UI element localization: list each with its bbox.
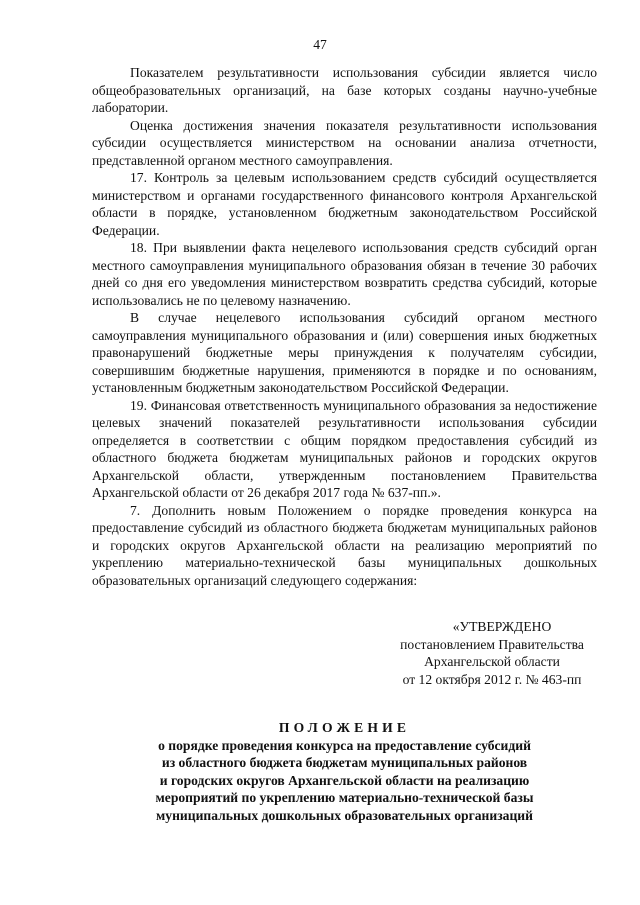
paragraph-indicator: Показателем результативности использования субсидии является число общеобразовательных организаций, на базе которых созданы научно-учебные лаборатории.: [92, 65, 597, 115]
paragraph-18-misuse: 18. При выявлении факта нецелевого использования средств субсидий орган местного самоуправления муниципального образования обязан в течение 30 рабочих дней со дня его уведомления министерством возвратить средства субсидий, которые использовались не по целевому назначению.: [92, 240, 597, 308]
regulation-title: [92, 719, 597, 824]
regulation-subtitle-line: о порядке проведения конкурса на предоставление субсидий: [158, 737, 531, 753]
regulation-subtitle-line: мероприятий по укреплению материально-технической базы: [155, 790, 534, 805]
document-body: [92, 64, 597, 589]
page-number: 47: [313, 37, 327, 52]
paragraph-17-control: 17. Контроль за целевым использованием средств субсидий осуществляется министерством и органами государственного финансового контроля Архангельской области в порядке, установленном бюджетным законодательством Российской Федерации.: [92, 170, 597, 238]
approval-line-resolution: постановлением Правительства: [400, 636, 584, 652]
paragraph-7-addition: 7. Дополнить новым Положением о порядке проведения конкурса на предоставление субсидий из областного бюджета бюджетам муниципальных районов и городских округов Архангельской области на реализацию мероприятий по укреплению материально-технической базы муниципальных дошкольных образовательных организаций следующего содержания:: [92, 502, 597, 588]
approval-line-date: от 12 октября 2012 г. № 463-пп: [402, 671, 582, 687]
regulation-subtitle-line: из областного бюджета бюджетам муниципальных районов: [161, 755, 528, 770]
paragraph-misuse-measures: В случае нецелевого использования субсидий органом местного самоуправления муниципального образования и (или) совершения иных бюджетных правонарушений бюджетные меры принуждения к получателям субсидии, совершившим бюджетные нарушения, применяются в порядке и по основаниям, установленным бюджетным законодательством Российской Федерации.: [92, 310, 597, 395]
approval-stamp: [370, 618, 614, 688]
regulation-heading: ПОЛОЖЕНИЕ: [278, 720, 411, 735]
paragraph-assessment: Оценка достижения значения показателя результативности использования субсидии осуществляется министерством на основании анализа отчетности, представленной органом местного самоуправления.: [92, 117, 597, 168]
regulation-subtitle-line: и городских округов Архангельской области на реализацию: [159, 772, 530, 788]
approval-line-region: Архангельской области: [424, 654, 560, 669]
paragraph-19-responsibility: 19. Финансовая ответственность муниципального образования за недостижение целевых значений показателей результативности использования субсидии определяется в соответствии с общим порядком предоставления субсидий из областного бюджета бюджетам муниципальных районов и городских округов Архангельской области, утвержденным постановлением Правительства Архангельской области от 26 декабря 2017 года № 637-пп.».: [92, 397, 597, 500]
approval-line-approved: «УТВЕРЖДЕНО: [452, 619, 552, 634]
regulation-subtitle-line: муниципальных дошкольных образовательных организаций: [156, 807, 533, 823]
